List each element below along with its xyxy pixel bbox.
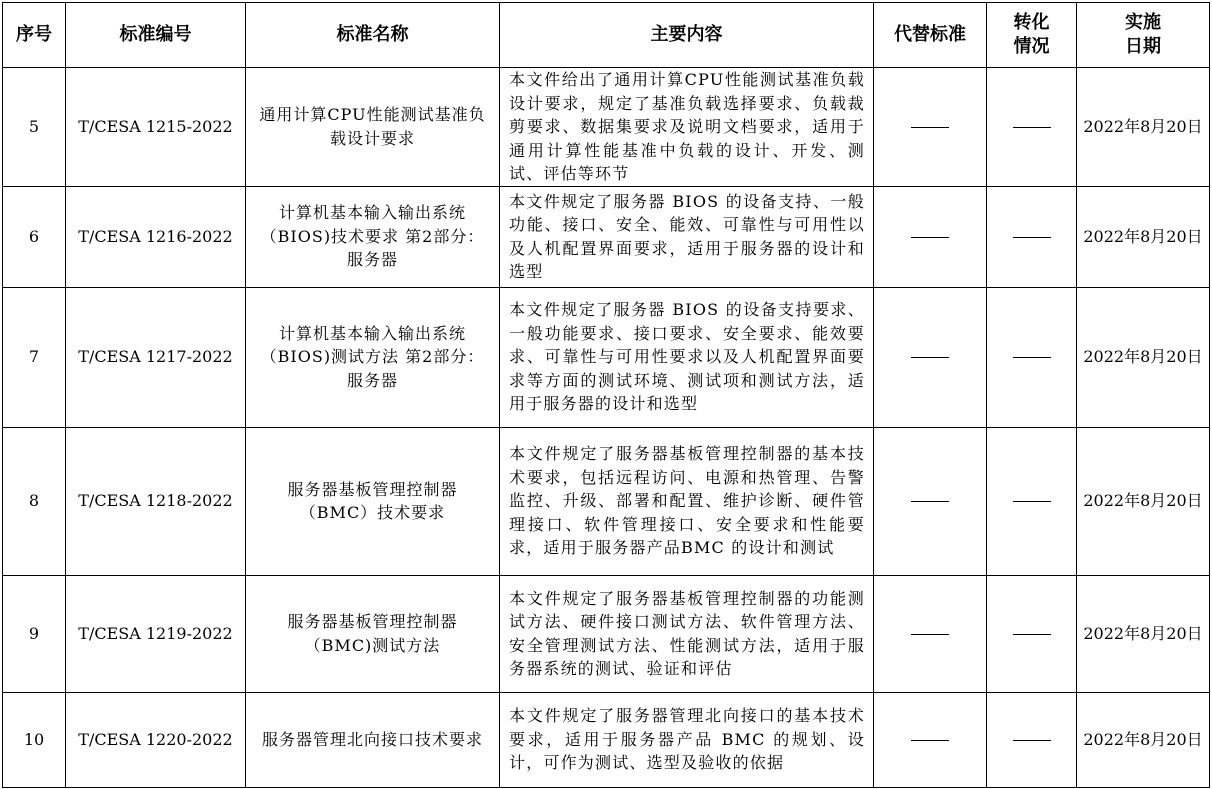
cell-replace bbox=[874, 68, 987, 187]
cell-code: T/CESA 1215-2022 bbox=[66, 68, 246, 187]
cell-seq: 6 bbox=[3, 186, 66, 287]
standards-table bbox=[2, 2, 1210, 788]
cell-code: T/CESA 1218-2022 bbox=[66, 427, 246, 575]
cell-name: 通用计算CPU性能测试基准负载设计要求 bbox=[246, 68, 500, 187]
cell-convert bbox=[987, 186, 1077, 287]
cell-seq: 7 bbox=[3, 287, 66, 427]
cell-code: T/CESA 1220-2022 bbox=[66, 692, 246, 787]
dash-mark bbox=[1013, 237, 1051, 238]
cell-name: 计算机基本输入输出系统（BIOS)技术要求 第2部分：服务器 bbox=[246, 186, 500, 287]
header-date-line2: 日期 bbox=[1125, 36, 1161, 57]
header-date-line1: 实施 bbox=[1125, 12, 1161, 33]
dash-mark bbox=[1013, 634, 1051, 635]
cell-code: T/CESA 1217-2022 bbox=[66, 287, 246, 427]
table-row bbox=[3, 186, 1210, 287]
cell-seq: 9 bbox=[3, 575, 66, 692]
cell-convert bbox=[987, 427, 1077, 575]
cell-convert bbox=[987, 692, 1077, 787]
header-seq: 序号 bbox=[3, 3, 66, 68]
dash-mark bbox=[1013, 501, 1051, 502]
cell-replace bbox=[874, 287, 987, 427]
cell-replace bbox=[874, 427, 987, 575]
cell-date: 2022年8月20日 bbox=[1077, 186, 1210, 287]
dash-mark bbox=[911, 634, 949, 635]
header-row bbox=[3, 3, 1210, 68]
table-row bbox=[3, 427, 1210, 575]
dash-mark bbox=[911, 357, 949, 358]
header-convert bbox=[987, 3, 1077, 68]
cell-date: 2022年8月20日 bbox=[1077, 427, 1210, 575]
header-date bbox=[1077, 3, 1210, 68]
dash-mark bbox=[911, 127, 949, 128]
cell-replace bbox=[874, 692, 987, 787]
cell-convert bbox=[987, 68, 1077, 187]
cell-seq: 8 bbox=[3, 427, 66, 575]
table-row bbox=[3, 692, 1210, 787]
cell-replace bbox=[874, 186, 987, 287]
header-content: 主要内容 bbox=[500, 3, 874, 68]
dash-mark bbox=[1013, 740, 1051, 741]
dash-mark bbox=[911, 740, 949, 741]
table-row bbox=[3, 68, 1210, 187]
cell-name: 计算机基本输入输出系统（BIOS)测试方法 第2部分：服务器 bbox=[246, 287, 500, 427]
cell-content: 本文件规定了服务器 BIOS 的设备支持、一般功能、接口、安全、能效、可靠性与可用性以及人机配置界面要求，适用于服务器的设计和选型 bbox=[500, 186, 874, 287]
header-convert-line2: 情况 bbox=[1013, 36, 1050, 57]
cell-content: 本文件规定了服务器管理北向接口的基本技术要求，适用于服务器产品 BMC 的规划、设计，可作为测试、选型及验收的依据 bbox=[500, 692, 874, 787]
dash-mark bbox=[911, 237, 949, 238]
table-row bbox=[3, 287, 1210, 427]
cell-content: 本文件规定了服务器基板管理控制器的基本技术要求，包括远程访问、电源和热管理、告警监控、升级、部署和配置、维护诊断、硬件管理接口、软件管理接口、安全要求和性能要求，适用于服务器产品BMC 的设计和测试 bbox=[500, 427, 874, 575]
cell-name: 服务器管理北向接口技术要求 bbox=[246, 692, 500, 787]
cell-content: 本文件规定了服务器基板管理控制器的功能测试方法、硬件接口测试方法、软件管理方法、安全管理测试方法、性能测试方法，适用于服务器系统的测试、验证和评估 bbox=[500, 575, 874, 692]
cell-seq: 5 bbox=[3, 68, 66, 187]
cell-date: 2022年8月20日 bbox=[1077, 68, 1210, 187]
header-name: 标准名称 bbox=[246, 3, 500, 68]
cell-content: 本文件给出了通用计算CPU性能测试基准负载设计要求，规定了基准负载选择要求、负载裁剪要求、数据集要求及说明文档要求，适用于通用计算性能基准中负载的设计、开发、测试、评估等环节 bbox=[500, 68, 874, 187]
cell-code: T/CESA 1219-2022 bbox=[66, 575, 246, 692]
cell-convert bbox=[987, 287, 1077, 427]
cell-name: 服务器基板管理控制器（BMC）技术要求 bbox=[246, 427, 500, 575]
cell-date: 2022年8月20日 bbox=[1077, 575, 1210, 692]
dash-mark bbox=[1013, 357, 1051, 358]
cell-convert bbox=[987, 575, 1077, 692]
header-code: 标准编号 bbox=[66, 3, 246, 68]
dash-mark bbox=[911, 501, 949, 502]
cell-code: T/CESA 1216-2022 bbox=[66, 186, 246, 287]
cell-seq: 10 bbox=[3, 692, 66, 787]
cell-content: 本文件规定了服务器 BIOS 的设备支持要求、一般功能要求、接口要求、安全要求、能效要求、可靠性与可用性要求以及人机配置界面要求等方面的测试环境、测试项和测试方法，适用于服务器的设计和选型 bbox=[500, 287, 874, 427]
cell-date: 2022年8月20日 bbox=[1077, 692, 1210, 787]
dash-mark bbox=[1013, 127, 1051, 128]
header-replace: 代替标准 bbox=[874, 3, 987, 68]
header-convert-line1: 转化 bbox=[1013, 12, 1050, 33]
table-row bbox=[3, 575, 1210, 692]
cell-name: 服务器基板管理控制器（BMC)测试方法 bbox=[246, 575, 500, 692]
cell-date: 2022年8月20日 bbox=[1077, 287, 1210, 427]
cell-replace bbox=[874, 575, 987, 692]
